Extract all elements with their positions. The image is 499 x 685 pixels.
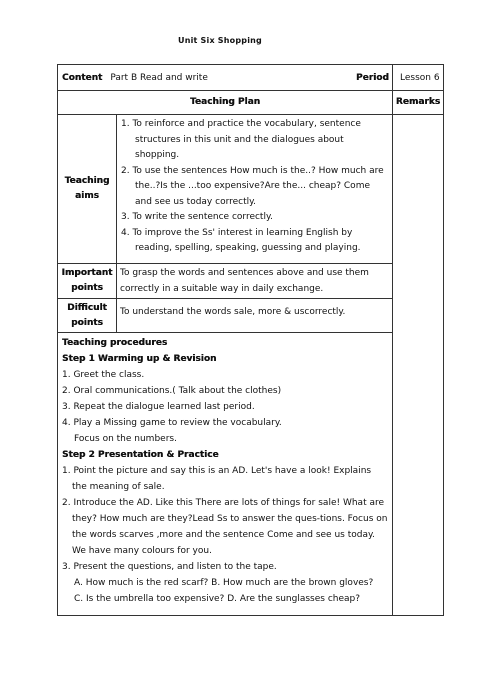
aims-list (121, 117, 388, 257)
page-title: Unit Six Shopping (178, 36, 262, 45)
aim-item: 3. To write the sentence correctly. (121, 212, 273, 222)
step1-item: 4. Play a Missing game to review the vocabulary. (62, 418, 282, 428)
step1-item: 2. Oral communications.( Talk about the clothes) (62, 386, 282, 396)
question-line: C. Is the umbrella too expensive? D. Are the sunglasses cheap? (74, 594, 361, 604)
difficult-label: Difficult points (58, 299, 117, 333)
aim-item: 4. To improve the Ss' interest in learning English by reading, spelling, speaking, guessing and playing. (121, 227, 361, 253)
aims-cell (117, 115, 393, 264)
lesson-plan-table (57, 64, 444, 616)
aim-item: 1. To reinforce and practice the vocabulary, sentence structures in this unit and the dialogues about shopping. (121, 119, 361, 160)
question-line: A. How much is the red scarf? B. How much are the brown gloves? (74, 578, 374, 588)
period-label: Period (356, 73, 389, 83)
content-row (58, 65, 444, 91)
content-label: Content (62, 73, 103, 83)
difficult-text: To understand the words sale, more & uscorrectly. (117, 299, 393, 333)
aims-label: Teaching aims (58, 115, 117, 264)
content-value: Part B Read and write (110, 73, 208, 83)
procedures-row (58, 333, 444, 616)
step2-item: 3. Present the questions, and listen to the tape. (62, 562, 277, 572)
important-text: To grasp the words and sentences above and use them correctly in a suitable way in daily exchange. (117, 264, 393, 299)
remarks-heading: Remarks (393, 91, 444, 115)
procedures-title: Teaching procedures (62, 338, 168, 348)
aims-row (58, 115, 444, 264)
step1-item: 1. Greet the class. (62, 370, 145, 380)
content-cell (58, 65, 393, 91)
teaching-plan-row (58, 91, 444, 115)
step2-item: 2. Introduce the AD. Like this There are lots of things for sale! What are they? How much are they?Lead Ss to answer the ques-tions. Focus on the words scarves ,more and the sentence Come and see us today. We have many colours for you. (62, 498, 388, 556)
important-row (58, 264, 444, 299)
remarks-column (393, 115, 444, 616)
important-label: Important points (58, 264, 117, 299)
teaching-plan-heading: Teaching Plan (58, 91, 393, 115)
aim-item: 2. To use the sentences How much is the..? How much are the..?Is the ...too expensive?Are the... cheap? Come and see us today correctly. (121, 165, 384, 207)
period-value: Lesson 6 (393, 65, 444, 91)
step2-item: 1. Point the picture and say this is an AD. Let's have a look! Explains the meaning of sale. (62, 466, 372, 492)
step1-note: Focus on the numbers. (74, 434, 177, 444)
step2-title: Step 2 Presentation & Practice (62, 450, 219, 460)
procedures-cell (58, 333, 393, 616)
difficult-row (58, 299, 444, 333)
step1-title: Step 1 Warming up & Revision (62, 354, 217, 364)
step1-item: 3. Repeat the dialogue learned last period. (62, 402, 255, 412)
